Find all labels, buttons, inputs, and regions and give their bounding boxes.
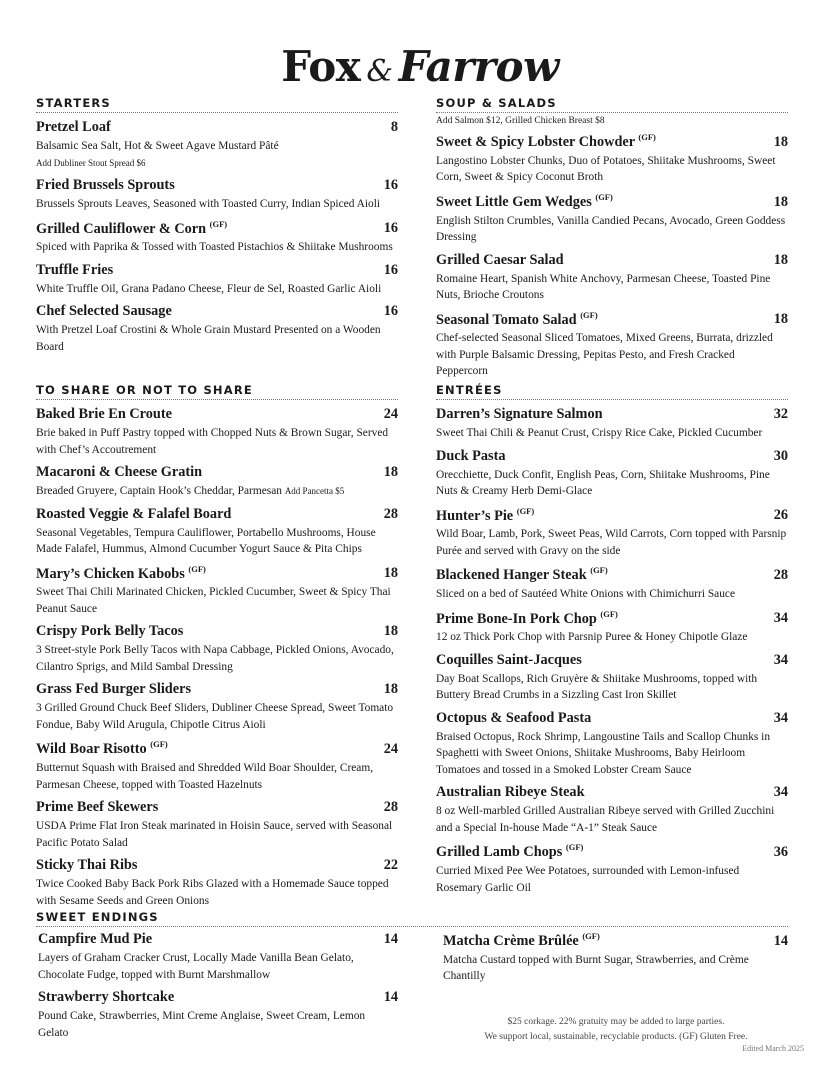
item-name bbox=[36, 564, 206, 583]
menu-item bbox=[36, 219, 398, 256]
item-name-text: Octopus & Seafood Pasta bbox=[436, 709, 592, 726]
menu-item-header bbox=[36, 739, 398, 758]
menu-item bbox=[36, 681, 398, 733]
share-section bbox=[36, 383, 398, 909]
menu-item-header bbox=[436, 652, 788, 669]
item-name-text: Grilled Lamb Chops bbox=[436, 844, 563, 861]
item-name bbox=[436, 652, 582, 669]
menu-item-header bbox=[36, 303, 398, 320]
item-name bbox=[38, 931, 152, 948]
item-price: 16 bbox=[383, 220, 398, 237]
item-name-text: Matcha Crème Brûlée bbox=[443, 932, 579, 949]
item-name bbox=[443, 931, 600, 950]
item-description bbox=[36, 584, 398, 617]
item-description-text: Balsamic Sea Salt, Hot & Sweet Agave Mustard Pâté bbox=[36, 140, 279, 152]
menu-item-header bbox=[436, 842, 788, 861]
item-name bbox=[436, 406, 603, 423]
item-description bbox=[36, 239, 398, 256]
gluten-free-tag: (GF) bbox=[188, 563, 206, 574]
item-price: 18 bbox=[773, 251, 788, 268]
menu-item bbox=[436, 132, 788, 186]
item-name-text: Darren’s Signature Salmon bbox=[436, 406, 603, 422]
item-name-text: Sweet Little Gem Wedges bbox=[436, 193, 592, 210]
item-name bbox=[36, 506, 231, 523]
section-heading: SWEET ENDINGS bbox=[36, 910, 788, 927]
item-name bbox=[36, 739, 168, 758]
corkage-note: $25 corkage. 22% gratuity may be added to large parties. bbox=[507, 1017, 725, 1027]
item-description-text: Sweet Thai Chili Marinated Chicken, Pickled Cucumber, Sweet & Spicy Thai Peanut Sauce bbox=[36, 586, 391, 615]
item-addon: Add Dubliner Stout Spread $6 bbox=[36, 157, 146, 168]
item-description bbox=[436, 425, 788, 442]
item-name-text: Strawberry Shortcake bbox=[38, 989, 175, 1005]
item-price: 22 bbox=[383, 857, 398, 874]
item-name-text: Crispy Pork Belly Tacos bbox=[36, 623, 184, 640]
item-description bbox=[36, 322, 398, 355]
item-name-text: Prime Bone-In Pork Chop bbox=[436, 610, 597, 627]
item-name bbox=[36, 119, 111, 136]
item-name bbox=[38, 989, 174, 1006]
gluten-free-tag: (GF) bbox=[150, 739, 168, 750]
item-description bbox=[436, 863, 788, 896]
menu-item bbox=[36, 119, 398, 171]
item-name bbox=[436, 252, 564, 269]
item-name-text: Coquilles Saint-Jacques bbox=[436, 651, 582, 668]
item-name bbox=[436, 842, 583, 861]
gluten-free-tag: (GF) bbox=[590, 565, 608, 576]
item-name-text: Grass Fed Burger Sliders bbox=[36, 681, 192, 698]
item-price: 34 bbox=[773, 784, 788, 801]
item-name-text: Truffle Fries bbox=[36, 261, 114, 278]
menu-item-header bbox=[436, 784, 788, 801]
menu-item bbox=[36, 177, 398, 213]
starters-section bbox=[36, 96, 398, 355]
menu-item-header bbox=[36, 506, 398, 523]
item-description bbox=[36, 876, 398, 909]
menu-item-header bbox=[436, 310, 788, 329]
restaurant-logo: Fox & Farrow bbox=[281, 42, 559, 91]
item-description bbox=[38, 950, 398, 983]
item-description-text: USDA Prime Flat Iron Steak marinated in Hoisin Sauce, served with Seasonal Pacific Potato Salad bbox=[36, 820, 393, 849]
item-description bbox=[436, 213, 788, 246]
menu-item bbox=[38, 931, 398, 983]
gluten-free-tag: (GF) bbox=[209, 218, 228, 229]
item-description-text: Breaded Gruyere, Captain Hook’s Cheddar, Parmesan bbox=[36, 485, 282, 497]
item-description-text: With Pretzel Loaf Crostini & Whole Grain Mustard Presented on a Wooden Board bbox=[36, 324, 381, 353]
item-price: 18 bbox=[383, 464, 398, 480]
menu-item-header bbox=[436, 506, 788, 525]
item-description bbox=[36, 525, 398, 558]
item-description bbox=[36, 700, 398, 733]
item-description bbox=[436, 330, 788, 380]
item-name bbox=[36, 799, 158, 816]
item-description-text: Layers of Graham Cracker Crust, Locally Made Vanilla Bean Gelato, Chocolate Fudge, topped with Burnt Marshmallow bbox=[38, 952, 354, 981]
item-description-text: Braised Octopus, Rock Shrimp, Langoustine Tails and Scallop Chunks in Spaghetti with Sweet Onions, Shiitake Mushrooms, Baby Heirloom Tomatoes and tossed in a Smoked Lobster Cream Sauce bbox=[436, 730, 771, 776]
menu-item bbox=[436, 406, 788, 442]
menu-item-header bbox=[38, 931, 398, 948]
menu-item-header bbox=[436, 448, 788, 465]
item-name bbox=[36, 857, 137, 874]
menu-item-header bbox=[436, 252, 788, 269]
item-price: 24 bbox=[383, 406, 398, 422]
item-description-text: Orecchiette, Duck Confit, English Peas, Corn, Shiitake Mushrooms, Pine Nuts & Creamy Herb Demi-Glace bbox=[436, 468, 770, 497]
menu-item bbox=[436, 652, 788, 704]
item-description-text: 3 Street-style Pork Belly Tacos with Napa Cabbage, Pickled Onions, Avocado, Cilantro Sprigs, and Mild Sambal Dressing bbox=[36, 644, 394, 673]
item-price: 18 bbox=[773, 193, 788, 210]
item-name-text: Baked Brie En Croute bbox=[36, 406, 172, 422]
item-price: 16 bbox=[383, 177, 398, 193]
item-description-text: 3 Grilled Ground Chuck Beef Sliders, Dubliner Cheese Spread, Sweet Tomato Fondue, Baby Wild Arugula, Chipotle Citrus Aioli bbox=[36, 702, 394, 731]
item-name-text: Blackened Hanger Steak bbox=[436, 567, 587, 584]
gluten-free-tag: (GF) bbox=[582, 931, 600, 941]
item-price: 18 bbox=[383, 681, 398, 698]
section-heading: SOUP & SALADS bbox=[436, 96, 788, 113]
item-name bbox=[436, 310, 598, 329]
menu-item-header bbox=[436, 710, 788, 727]
item-description bbox=[36, 138, 398, 171]
item-name bbox=[436, 448, 506, 465]
item-name-text: Campfire Mud Pie bbox=[38, 931, 153, 947]
item-description-text: Sweet Thai Chili & Peanut Crust, Crispy Rice Cake, Pickled Cucumber bbox=[436, 427, 763, 439]
item-description bbox=[436, 671, 788, 704]
menu-item bbox=[436, 506, 788, 560]
item-price: 34 bbox=[773, 709, 788, 726]
item-name bbox=[436, 192, 613, 211]
sustainability-note: We support local, sustainable, recyclable products. (GF) Gluten Free. bbox=[484, 1032, 748, 1042]
gluten-free-tag: (GF) bbox=[600, 608, 618, 619]
menu-item bbox=[436, 448, 788, 500]
item-description bbox=[436, 729, 788, 779]
item-name-text: Hunter’s Pie bbox=[436, 507, 514, 524]
item-description bbox=[36, 818, 398, 851]
menu-item-header bbox=[443, 931, 788, 950]
menu-item-header bbox=[436, 406, 788, 423]
item-name-text: Grilled Cauliflower & Corn bbox=[36, 220, 207, 237]
item-price: 32 bbox=[773, 406, 788, 422]
item-description-text: Day Boat Scallops, Rich Gruyère & Shiitake Mushrooms, topped with Buttery Bread Crumbs in a Sizzling Cast Iron Skillet bbox=[436, 672, 758, 702]
item-price: 16 bbox=[383, 261, 398, 278]
menu-item-header bbox=[36, 623, 398, 640]
item-name bbox=[36, 623, 183, 640]
gluten-free-tag: (GF) bbox=[516, 505, 535, 516]
menu-item bbox=[36, 406, 398, 458]
item-description-text: English Stilton Crumbles, Vanilla Candied Pecans, Avocado, Green Goddess Dressing bbox=[436, 214, 786, 244]
item-price: 30 bbox=[773, 447, 788, 464]
item-description-text: Matcha Custard topped with Burnt Sugar, Strawberries, and Crème Chantilly bbox=[443, 953, 749, 983]
item-description bbox=[36, 196, 398, 213]
menu-item bbox=[443, 931, 788, 985]
item-description-text: Butternut Squash with Braised and Shredded Wild Boar Shoulder, Cream, Parmesan Cheese, topped with Toasted Hazelnuts bbox=[36, 762, 374, 791]
item-price: 18 bbox=[383, 623, 398, 640]
item-name-text: Sweet & Spicy Lobster Chowder bbox=[436, 133, 635, 150]
item-description-text: Brussels Sprouts Leaves, Seasoned with Toasted Curry, Indian Spiced Aioli bbox=[36, 198, 381, 210]
item-description-text: Spiced with Paprika & Tossed with Toasted Pistachios & Shiitake Mushrooms bbox=[36, 241, 393, 254]
entrees-section bbox=[436, 383, 788, 896]
item-description bbox=[36, 425, 398, 458]
item-description bbox=[436, 467, 788, 500]
sweet-endings-right bbox=[443, 925, 788, 985]
menu-item-header bbox=[436, 132, 788, 151]
item-description-text: 8 oz Well-marbled Grilled Australian Ribeye served with Grilled Zucchini and a Special In-house Made “A-1” Steak Sauce bbox=[436, 805, 775, 834]
item-price: 34 bbox=[773, 610, 788, 627]
item-description-text: Twice Cooked Baby Back Pork Ribs Glazed with a Homemade Sauce topped with Sesame Seeds and Green Onions bbox=[36, 878, 389, 907]
menu-item bbox=[36, 799, 398, 851]
item-name-text: Australian Ribeye Steak bbox=[436, 784, 585, 801]
item-description-text: Wild Boar, Lamb, Pork, Sweet Peas, Wild Carrots, Corn topped with Parsnip Purée and served with Gravy on the side bbox=[436, 528, 787, 557]
section-heading: ENTRÉES bbox=[436, 383, 788, 400]
item-description-text: Pound Cake, Strawberries, Mint Creme Anglaise, Sweet Cream, Lemon Gelato bbox=[38, 1010, 366, 1039]
item-name bbox=[436, 565, 608, 584]
item-price: 16 bbox=[383, 303, 398, 320]
item-price: 18 bbox=[773, 133, 788, 150]
menu-item-header bbox=[36, 857, 398, 874]
section-heading: TO SHARE OR NOT TO SHARE bbox=[36, 383, 398, 400]
menu-item-header bbox=[36, 119, 398, 136]
menu-item-header bbox=[436, 565, 788, 584]
gluten-free-tag: (GF) bbox=[638, 132, 656, 142]
item-name-text: Macaroni & Cheese Gratin bbox=[36, 464, 203, 480]
edited-date: Edited March 2025 bbox=[742, 1044, 804, 1053]
menu-item bbox=[436, 310, 788, 380]
item-name bbox=[36, 681, 191, 698]
item-name bbox=[36, 219, 227, 238]
item-description-text: Sliced on a bed of Sautéed White Onions with Chimichurri Sauce bbox=[436, 588, 736, 601]
item-name bbox=[436, 506, 534, 525]
menu-item bbox=[36, 262, 398, 298]
item-name-text: Seasonal Tomato Salad bbox=[436, 311, 577, 328]
menu-item bbox=[36, 739, 398, 793]
item-price: 8 bbox=[390, 119, 398, 135]
item-name bbox=[436, 710, 591, 727]
item-name-text: Fried Brussels Sprouts bbox=[36, 177, 175, 193]
menu-item bbox=[436, 609, 788, 646]
item-description bbox=[436, 586, 788, 603]
add-protein-note: Add Salmon $12, Grilled Chicken Breast $8 bbox=[436, 116, 605, 126]
item-price: 14 bbox=[773, 932, 788, 949]
item-description-text: White Truffle Oil, Grana Padano Cheese, Fleur de Sel, Roasted Garlic Aioli bbox=[36, 282, 382, 295]
item-description bbox=[443, 952, 788, 985]
item-name-text: Pretzel Loaf bbox=[36, 119, 111, 135]
menu-item bbox=[36, 506, 398, 558]
item-name-text: Duck Pasta bbox=[436, 447, 506, 464]
menu-item bbox=[36, 857, 398, 909]
menu-item bbox=[36, 303, 398, 355]
item-price: 24 bbox=[383, 741, 398, 758]
menu-item bbox=[436, 252, 788, 304]
item-description-text: Langostino Lobster Chunks, Duo of Potatoes, Shiitake Mushrooms, Sweet Corn, Sweet & Spicy Coconut Broth bbox=[436, 154, 776, 184]
item-name bbox=[436, 609, 618, 628]
item-price: 14 bbox=[383, 989, 398, 1005]
menu-item bbox=[38, 989, 398, 1041]
item-price: 18 bbox=[773, 311, 788, 328]
item-description-text: 12 oz Thick Pork Chop with Parsnip Puree & Honey Chipotle Glaze bbox=[436, 631, 748, 644]
item-description bbox=[38, 1008, 398, 1041]
item-description-text: Brie baked in Puff Pastry topped with Chopped Nuts & Brown Sugar, Served with Chef’s Accoutrement bbox=[36, 427, 389, 456]
menu-item bbox=[436, 710, 788, 779]
menu-item-header bbox=[36, 219, 398, 238]
item-description bbox=[36, 483, 398, 500]
item-description-text: Chef-selected Seasonal Sliced Tomatoes, Mixed Greens, Burrata, drizzled with Purple Balsamic Dressing, Pepitas Pesto, and Fresh Cracked Peppercorn bbox=[436, 332, 773, 378]
item-name-text: Roasted Veggie & Falafel Board bbox=[36, 505, 232, 522]
item-name-text: Sticky Thai Ribs bbox=[36, 857, 138, 874]
menu-item-header bbox=[436, 609, 788, 628]
section-heading: STARTERS bbox=[36, 96, 398, 113]
item-price: 28 bbox=[383, 505, 398, 522]
item-name-text: Grilled Caesar Salad bbox=[436, 251, 564, 268]
item-addon: Add Pancetta $5 bbox=[284, 486, 345, 496]
gluten-free-tag: (GF) bbox=[595, 191, 613, 202]
item-description bbox=[436, 526, 788, 559]
sweet-endings-left bbox=[38, 925, 398, 1041]
item-price: 26 bbox=[773, 507, 788, 524]
menu-item bbox=[436, 565, 788, 602]
menu-item bbox=[36, 623, 398, 675]
menu-item-header bbox=[436, 192, 788, 211]
menu-item-header bbox=[38, 989, 398, 1006]
menu-item-header bbox=[36, 464, 398, 481]
menu-item-header bbox=[36, 564, 398, 583]
item-description bbox=[436, 271, 788, 304]
menu-item bbox=[436, 192, 788, 246]
item-name-text: Mary’s Chicken Kabobs bbox=[36, 565, 185, 582]
menu-item bbox=[436, 842, 788, 896]
item-price: 36 bbox=[773, 844, 788, 861]
soup-salads-section bbox=[436, 96, 788, 380]
menu-item-header bbox=[36, 177, 398, 194]
item-name bbox=[36, 406, 172, 423]
gluten-free-tag: (GF) bbox=[580, 309, 598, 320]
menu-item bbox=[36, 564, 398, 618]
item-price: 28 bbox=[383, 799, 398, 816]
item-name-text: Prime Beef Skewers bbox=[36, 799, 159, 816]
item-price: 34 bbox=[773, 651, 788, 668]
menu-item bbox=[36, 464, 398, 500]
item-price: 28 bbox=[773, 567, 788, 584]
item-description-text: Romaine Heart, Spanish White Anchovy, Parmesan Cheese, Toasted Pine Nuts, Brioche Croutons bbox=[436, 272, 771, 302]
menu-item-header bbox=[36, 406, 398, 423]
menu-item-header bbox=[36, 262, 398, 279]
item-name bbox=[436, 132, 656, 151]
menu-item-header bbox=[36, 681, 398, 698]
item-name-text: Chef Selected Sausage bbox=[36, 303, 172, 320]
gluten-free-tag: (GF) bbox=[565, 842, 584, 853]
item-description-text: Curried Mixed Pee Wee Potatoes, surrounded with Lemon-infused Rosemary Garlic Oil bbox=[436, 865, 740, 894]
item-price: 14 bbox=[383, 931, 398, 947]
item-name bbox=[36, 464, 202, 481]
item-price: 18 bbox=[383, 565, 398, 582]
item-name-text: Wild Boar Risotto bbox=[36, 741, 147, 758]
item-description bbox=[36, 760, 398, 793]
item-description bbox=[436, 153, 788, 186]
item-description bbox=[436, 803, 788, 836]
menu-item-header bbox=[36, 799, 398, 816]
item-name bbox=[36, 262, 113, 279]
item-description bbox=[36, 281, 398, 298]
item-name bbox=[436, 784, 585, 801]
menu-item bbox=[436, 784, 788, 836]
item-description bbox=[36, 642, 398, 675]
item-name bbox=[36, 177, 175, 194]
item-name bbox=[36, 303, 172, 320]
item-description-text: Seasonal Vegetables, Tempura Cauliflower, Portabello Mushrooms, House Made Falafel, Hummus, Almond Cucumber Yogurt Sauce & Pita Chips bbox=[36, 526, 376, 555]
item-description bbox=[436, 629, 788, 646]
footer-notes bbox=[440, 1015, 792, 1045]
